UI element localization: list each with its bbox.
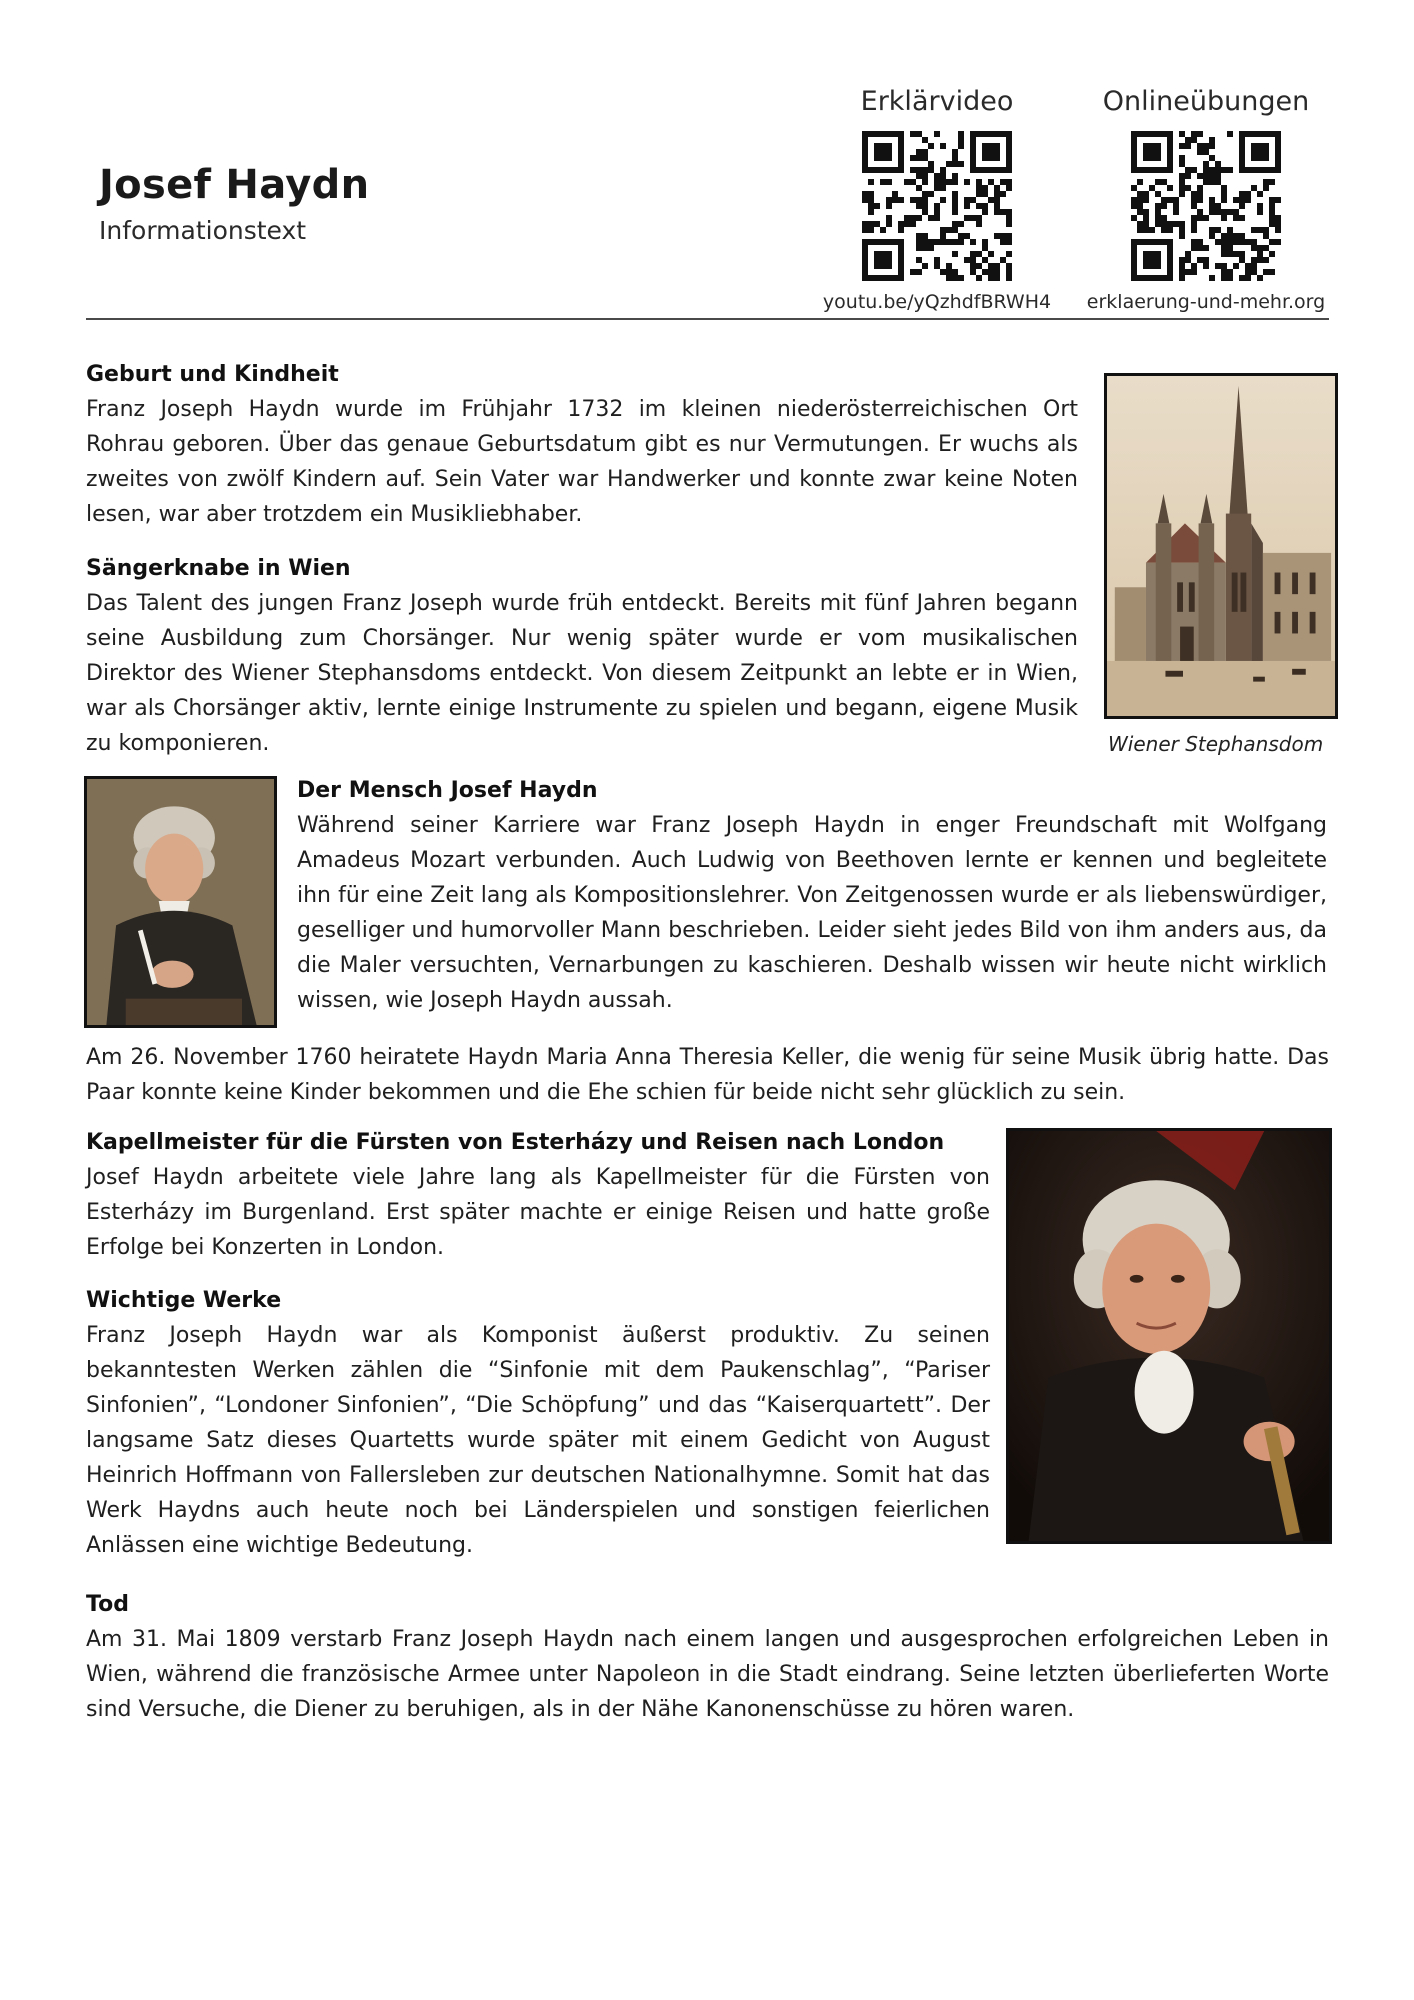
text-geburt: Franz Joseph Haydn wurde im Frühjahr 1732 im kleinen niederösterreichischen Ort Rohrau geboren. Über das genaue Geburtsdatum gibt es nur Vermutungen. Er wuchs als zweites von zwölf Kindern auf. Sein Vater war Handwerker und konnte zwar keine Noten lesen, war aber trotzdem ein Musikliebhaber. (86, 397, 1078, 527)
heading-kapellmeister: Kapellmeister für die Fürsten von Esterházy und Reisen nach London (86, 1130, 945, 1155)
text-werke: Franz Joseph Haydn war als Komponist äußerst produktiv. Zu seinen bekanntesten Werken zählen die “Sinfonie mit dem Paukenschlag”, “Pariser Sinfonien”, “Londoner Sinfonien”, “Die Schöpfung” und das “Kaiserquartett”. Der langsame Satz dieses Quartetts wurde später mit einem Gedicht von August Heinrich Hoffmann von Fallersleben zur deutschen Nationalhymne. Somit hat das Werk Haydns auch heute noch bei Länderspielen und sonstigen feierlichen Anlässen eine wichtige Bedeutung. (86, 1323, 990, 1558)
heading-saengerknabe: Sängerknabe in Wien (86, 556, 351, 581)
page-subtitle: Informationstext (99, 216, 307, 245)
heading-mensch: Der Mensch Josef Haydn (297, 778, 598, 803)
heading-werke: Wichtige Werke (86, 1288, 282, 1313)
cathedral-illustration (1107, 376, 1335, 716)
qr-label-video: Erklärvideo (860, 86, 1014, 117)
text-mensch: Während seiner Karriere war Franz Joseph Haydn in enger Freundschaft mit Wolfgang Amadeus Mozart verbunden. Auch Ludwig von Beethoven lernte er kennen und begleitete ihn für eine Zeit lang als Kompositionslehrer. Von Zeitgenossen wurde er als liebenswürdiger, geselliger und humorvoller Mann beschrieben. Leider sieht jedes Bild von ihm anders aus, da die Maler versuchten, Vernarbungen zu kaschieren. Deshalb wissen wir heute nicht wirklich wissen, wie Joseph Haydn aussah. (297, 813, 1327, 1013)
qr-code-icon[interactable] (1131, 131, 1281, 281)
header-divider (86, 318, 1329, 320)
text-heirat: Am 26. November 1760 heiratete Haydn Maria Anna Theresia Keller, die wenig für seine Musik übrig hatte. Das Paar konnte keine Kinder bekommen und die Ehe schien für beide nicht sehr glücklich zu sein. (86, 1045, 1329, 1105)
qr-block-exercises[interactable] (1076, 86, 1336, 313)
stephansdom-image (1104, 373, 1338, 719)
text-kapellmeister: Josef Haydn arbeitete viele Jahre lang als Kapellmeister für die Fürsten von Esterházy im Burgenland. Erst später machte er einige Reisen und hatte große Erfolge bei Konzerten in London. (86, 1165, 990, 1260)
qr-url-exercises[interactable]: erklaerung-und-mehr.org (1086, 291, 1326, 313)
heading-tod: Tod (86, 1592, 129, 1617)
qr-label-exercises: Onlineübungen (1102, 86, 1310, 117)
text-tod: Am 31. Mai 1809 verstarb Franz Joseph Haydn nach einem langen und ausgesprochen erfolgreichen Leben in Wien, während die französische Armee unter Napoleon in die Stadt eindrang. Seine letzten überlieferten Worte sind Versuche, die Diener zu beruhigen, als in der Nähe Kanonenschüsse zu hören waren. (86, 1627, 1329, 1722)
stephansdom-caption: Wiener Stephansdom (1108, 732, 1324, 756)
portrait-illustration (1009, 1131, 1329, 1541)
qr-code-icon[interactable] (862, 131, 1012, 281)
page-title: Josef Haydn (99, 162, 370, 208)
qr-url-video[interactable]: youtu.be/yQzhdfBRWH4 (822, 291, 1052, 313)
portrait-illustration (87, 779, 274, 1025)
portrait-large-image (1006, 1128, 1332, 1544)
text-saengerknabe: Das Talent des jungen Franz Joseph wurde früh entdeckt. Bereits mit fünf Jahren begann seine Ausbildung zum Chorsänger. Nur wenig später wurde er vom musikalischen Direktor des Wiener Stephansdoms entdeckt. Von diesem Zeitpunkt an lebte er in Wien, war als Chorsänger aktiv, lernte einige Instrumente zu spielen und begann, eigene Musik zu komponieren. (86, 591, 1078, 756)
heading-geburt: Geburt und Kindheit (86, 362, 339, 387)
portrait-small-image (84, 776, 277, 1028)
qr-block-video[interactable] (822, 86, 1052, 313)
